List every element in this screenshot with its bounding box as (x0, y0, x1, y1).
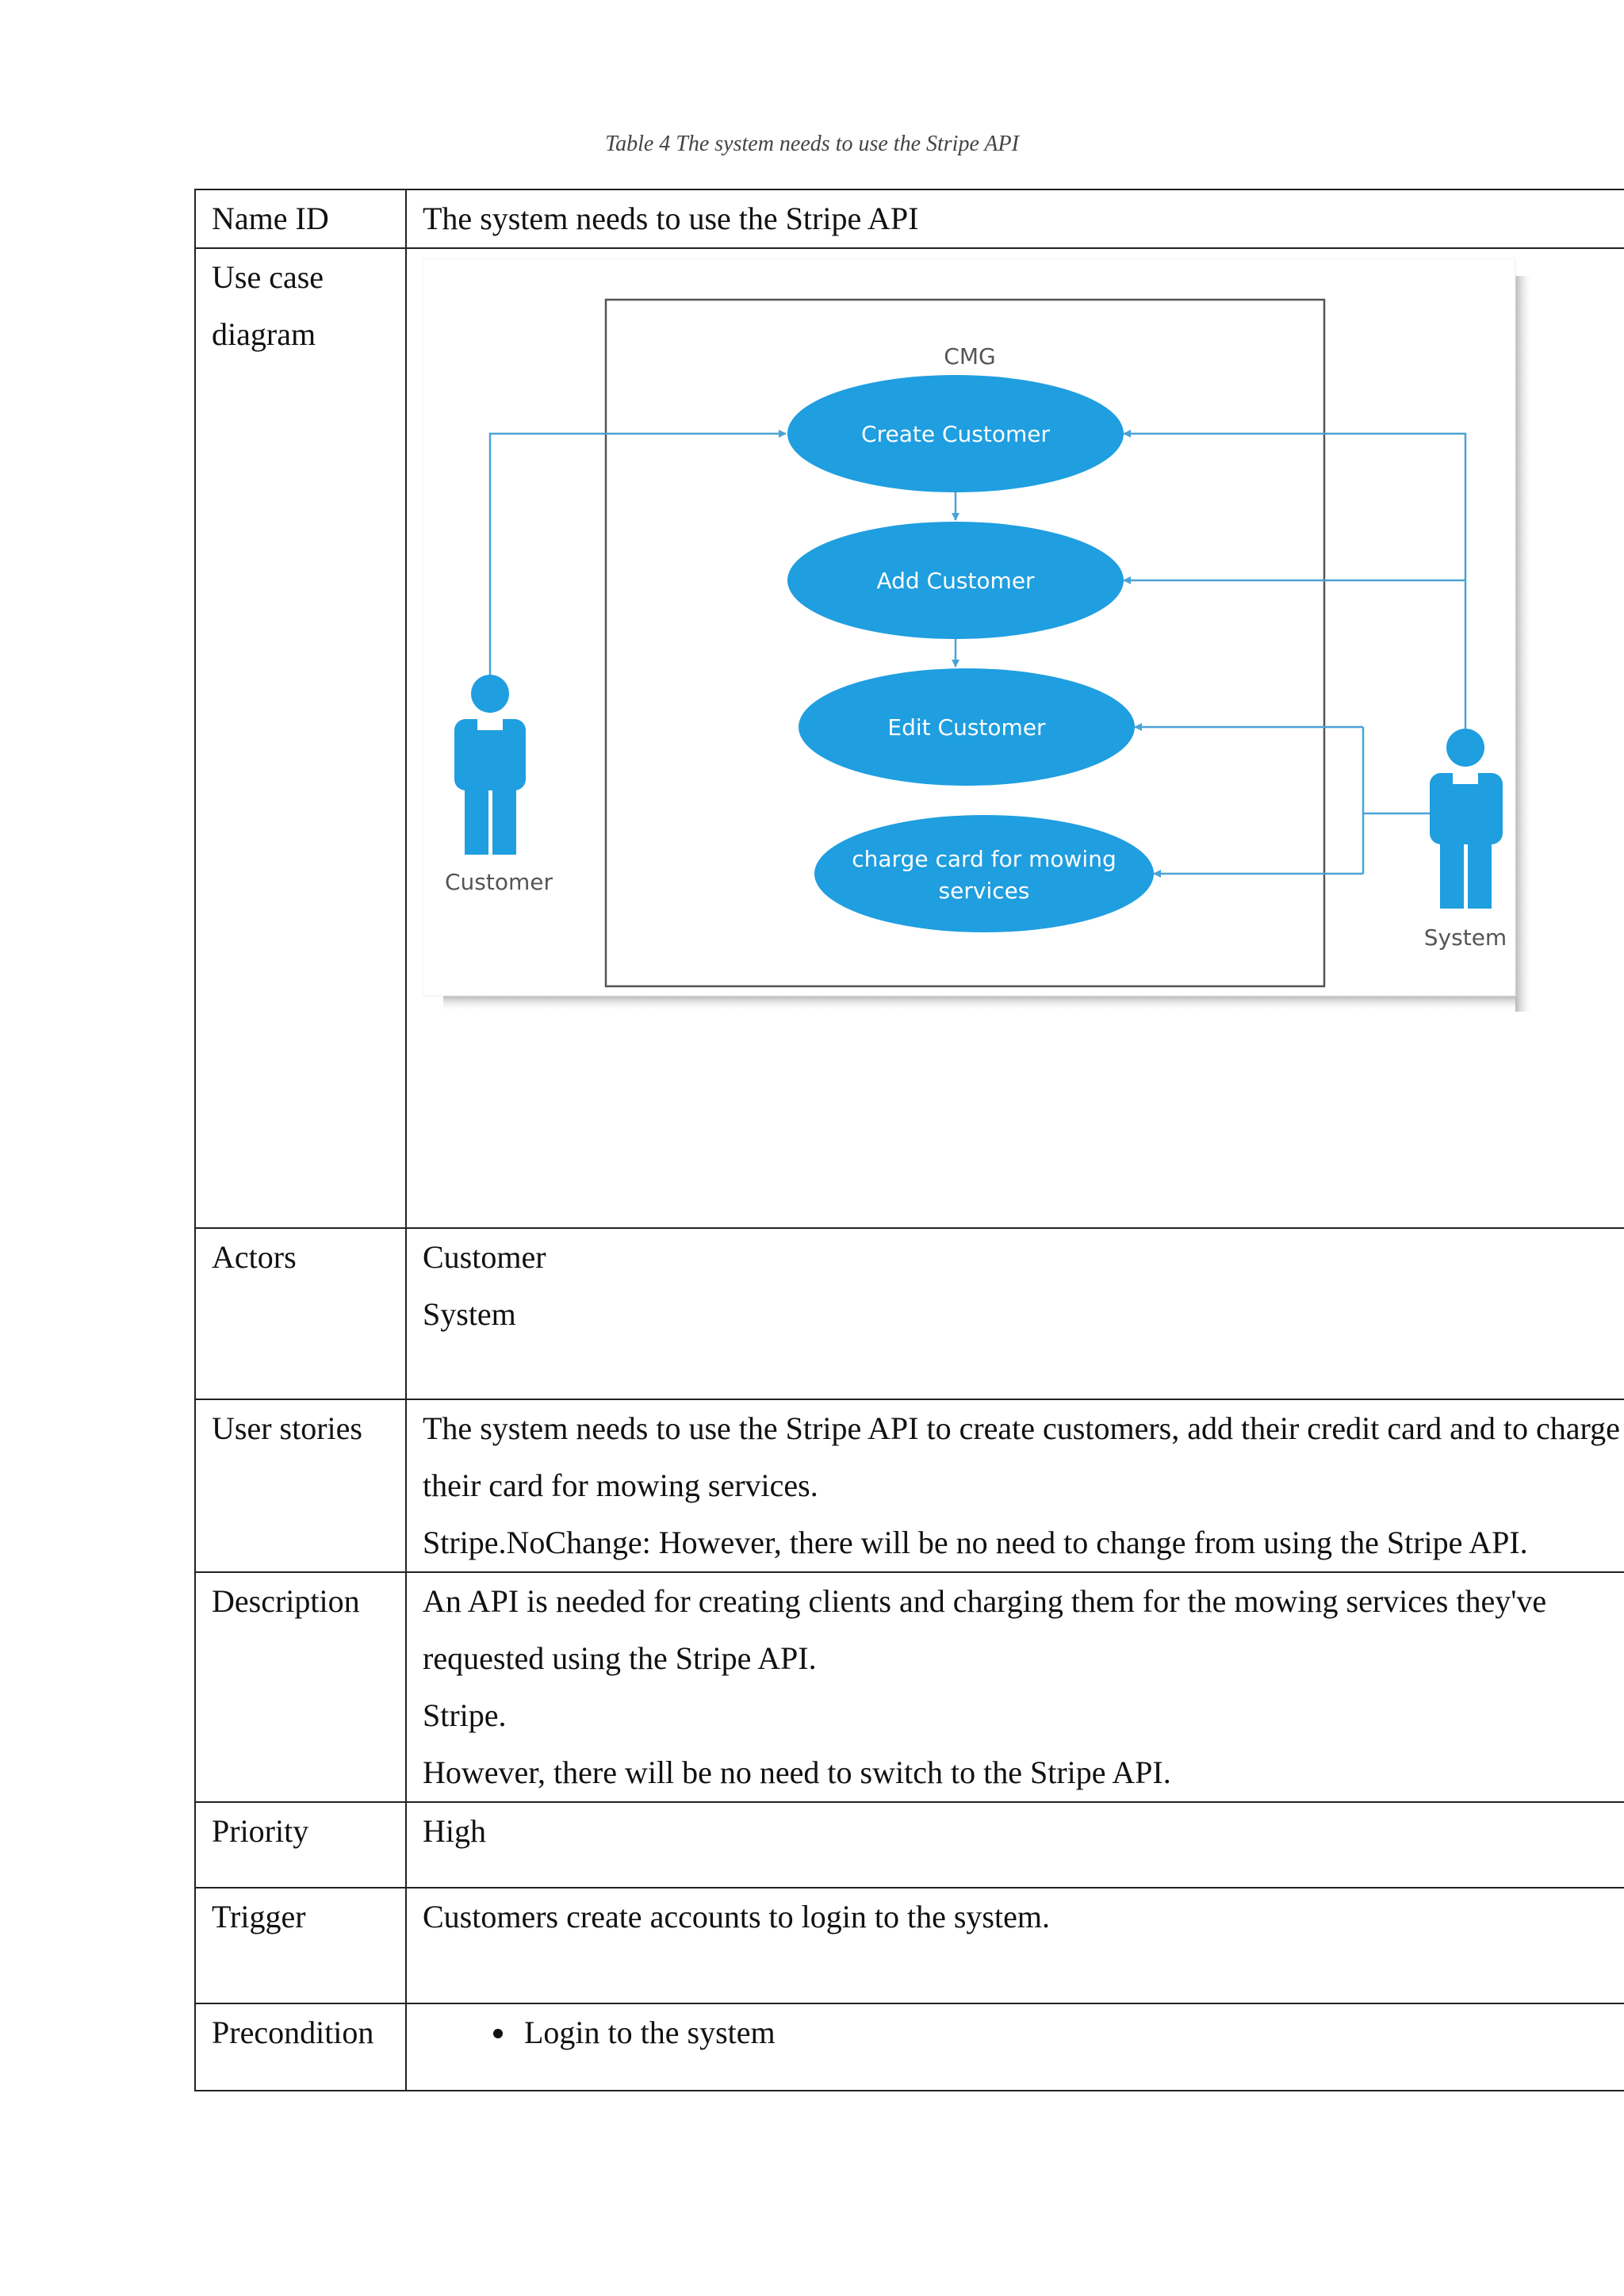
use-case-charge-card-label-line-2: services (938, 878, 1030, 904)
actors-label: Actors (195, 1228, 406, 1399)
use-case-create-customer-label: Create Customer (861, 421, 1050, 447)
use-case-charge-card-label-line-1: charge card for mowing (852, 846, 1116, 872)
name-id-label: Name ID (195, 189, 406, 248)
description-line-3: Stripe. (423, 1697, 507, 1733)
use-case-label-line-1: Use case (212, 259, 324, 295)
name-id-value: The system needs to use the Stripe API (406, 189, 1624, 248)
use-case-spec-table (194, 189, 1624, 2091)
trigger-label: Trigger (195, 1888, 406, 2003)
diagram-shadow-under (443, 996, 1515, 1012)
user-stories-line-2: their card for mowing services. (423, 1468, 818, 1503)
priority-value: High (406, 1802, 1624, 1888)
row-use-case-diagram (195, 248, 1624, 1228)
customer-actor-label: Customer (444, 869, 553, 895)
precondition-list (423, 2004, 1624, 2061)
priority-label: Priority (195, 1802, 406, 1888)
precondition-value (406, 2003, 1624, 2091)
row-precondition (195, 2003, 1624, 2091)
actors-value (406, 1228, 1624, 1399)
use-case-diagram-svg (423, 258, 1533, 1012)
user-stories-line-3: Stripe.NoChange: However, there will be no need to change from using the Stripe API. (423, 1525, 1528, 1560)
user-stories-line-1: The system needs to use the Stripe API to create customers, add their credit card and to charge (423, 1410, 1620, 1446)
use-case-add-customer-label: Add Customer (876, 568, 1035, 594)
description-line-2: requested using the Stripe API. (423, 1640, 817, 1676)
use-case-diagram-label (195, 248, 406, 1228)
row-description (195, 1572, 1624, 1802)
description-line-4: However, there will be no need to switch to the Stripe API. (423, 1755, 1171, 1790)
use-case-label-line-2: diagram (212, 316, 316, 352)
precondition-item: • Login to the system (518, 2004, 1624, 2061)
actor-item-customer: Customer (423, 1239, 546, 1275)
system-boundary-title: CMG (944, 343, 996, 369)
user-stories-value (406, 1399, 1624, 1572)
description-value (406, 1572, 1624, 1802)
use-case-edit-customer-label: Edit Customer (887, 714, 1046, 740)
row-name-id (195, 189, 1624, 248)
diagram-shadow-right (1515, 276, 1533, 1012)
user-stories-label: User stories (195, 1399, 406, 1572)
row-actors (195, 1228, 1624, 1399)
description-label: Description (195, 1572, 406, 1802)
row-user-stories (195, 1399, 1624, 1572)
use-case-charge-card (814, 815, 1154, 932)
precondition-label: Precondition (195, 2003, 406, 2091)
description-line-1: An API is needed for creating clients and charging them for the mowing services they've (423, 1583, 1547, 1619)
use-case-diagram (423, 258, 1533, 1012)
row-priority (195, 1802, 1624, 1888)
table-caption: Table 4 The system needs to use the Stripe API (605, 132, 1019, 156)
trigger-value: Customers create accounts to login to the system. (406, 1888, 1624, 2003)
actor-item-system: System (423, 1296, 516, 1332)
row-trigger (195, 1888, 1624, 2003)
system-actor-label: System (1423, 924, 1507, 951)
use-case-diagram-cell (406, 248, 1624, 1228)
